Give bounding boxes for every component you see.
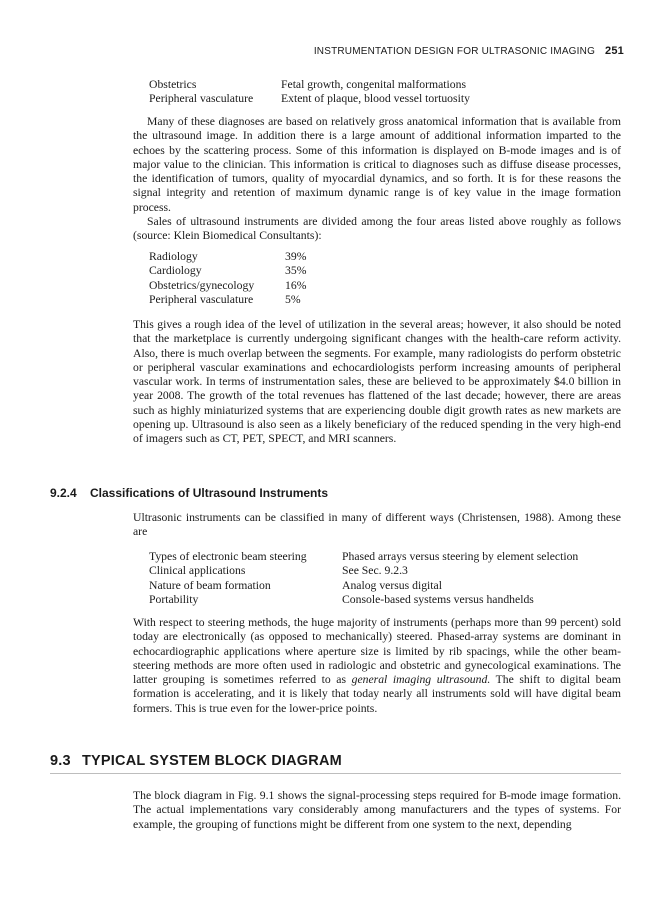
body-paragraphs-1 bbox=[133, 115, 621, 244]
class-type: Nature of beam formation bbox=[149, 578, 271, 592]
section-title: TYPICAL SYSTEM BLOCK DIAGRAM bbox=[82, 753, 342, 769]
class-example: See Sec. 9.2.3 bbox=[342, 564, 408, 578]
running-header bbox=[314, 45, 624, 57]
body-paragraphs-3 bbox=[133, 511, 621, 540]
sales-share: 39% bbox=[285, 250, 307, 263]
sales-share: 16% bbox=[285, 278, 307, 292]
class-example: Phased arrays versus steering by element selection bbox=[342, 550, 579, 563]
paragraph: This gives a rough idea of the level of utilization in the several areas; however, it also should be noted that the marketplace is currently undergoing significant changes with the health-care reform activity. Also, there is much overlap between the segments. For example, many radiologists do perform obstetric or peripheral vascular examinations and echocardiologists perform increasing amounts of peripheral vascular work. In terms of instrumentation sales, these are believed to be approximately $4.0 billion in year 2008. The growth of the total revenues has flattened of the last decade; however, there are areas such as highly miniaturized systems that are experiencing double digit growth rates as new markets are opening up. Ultrasound is also seen as a likely beneficiary of the reduced spending in the very high-end of imagers such as CT, PET, SPECT, and MRI scanners. bbox=[133, 318, 621, 446]
table-row bbox=[149, 279, 629, 293]
paragraph: Sales of ultrasound instruments are divided among the four areas listed above roughly as follows (source: Klein Biomedical Consultants): bbox=[133, 215, 621, 243]
table-row bbox=[149, 92, 629, 106]
running-title: INSTRUMENTATION DESIGN FOR ULTRASONIC IMAGING bbox=[313, 46, 596, 57]
applications-table bbox=[149, 78, 629, 107]
class-example: Analog versus digital bbox=[342, 578, 442, 592]
application-use: Extent of plaque, blood vessel tortuosity bbox=[281, 92, 470, 106]
section-heading-9-2-4 bbox=[50, 486, 328, 500]
sales-area: Peripheral vasculature bbox=[149, 292, 254, 306]
table-row bbox=[149, 250, 629, 264]
paragraph: The block diagram in Fig. 9.1 shows the signal-processing steps required for B-mode image formation. The actual implementations vary considerably among manufacturers and the types of systems. For example, the grouping of functions might be different from one system to the next, depending bbox=[133, 789, 621, 831]
italic-term: general imaging ultrasound. bbox=[351, 673, 491, 687]
body-paragraphs-5 bbox=[133, 789, 621, 832]
paragraph: Ultrasonic instruments can be classified in many of different ways (Christensen, 1988). Among these are bbox=[133, 511, 621, 539]
table-row bbox=[149, 593, 629, 607]
section-rule bbox=[50, 773, 621, 774]
body-paragraphs-2 bbox=[133, 318, 621, 447]
section-heading-9-3 bbox=[50, 753, 342, 769]
sales-area: Radiology bbox=[149, 250, 198, 263]
table-row bbox=[149, 579, 629, 593]
class-type: Portability bbox=[149, 592, 199, 606]
table-row bbox=[149, 550, 629, 564]
sales-area: Cardiology bbox=[149, 264, 202, 278]
table-row bbox=[149, 264, 629, 278]
sales-table bbox=[149, 250, 629, 307]
paragraph: Many of these diagnoses are based on relatively gross anatomical information that is available from the ultrasound image. In addition there is a large amount of additional information imparted to the echoes by the scattering process. Some of this information is displayed on B-mode images and is of major value to the clinician. This information is critical to diagnoses such as diffuse disease processes, the identification of tumors, quality of myocardial dynamics, and so forth. It is for these reasons the signal integrity and retention of maximum dynamic range is of key value in the image formation process. bbox=[133, 115, 621, 214]
class-type: Clinical applications bbox=[149, 564, 246, 578]
paragraph-text: With respect to steering methods, the huge majority of instruments (perhaps more than 99 percent) sold today are electronically (as opposed to mechanically) steered. Phased-array systems are dominant in echocardiographic applications where aperture size is limited by rib spacings, while the other beam-steering methods are more often used in radiologic and obstetric and gynecological examinations. The latter grouping is sometimes referred to as bbox=[133, 616, 621, 687]
section-number: 9.3 bbox=[50, 753, 71, 769]
paragraph bbox=[133, 616, 621, 716]
body-paragraphs-4 bbox=[133, 616, 621, 716]
section-number: 9.2.4 bbox=[50, 486, 77, 500]
application-use: Fetal growth, congenital malformations bbox=[281, 78, 467, 91]
page-number: 251 bbox=[605, 45, 624, 57]
section-title: Classifications of Ultrasound Instruments bbox=[90, 486, 329, 500]
sales-share: 35% bbox=[285, 264, 307, 278]
table-row bbox=[149, 78, 629, 92]
table-row bbox=[149, 564, 629, 578]
paragraph-text: The shift to digital beam formation is accelerating, and it is likely that today nearly all instruments sold will have digital beam formers. This is true even for the lower-price points. bbox=[133, 673, 621, 715]
application-area: Peripheral vasculature bbox=[149, 92, 254, 106]
class-type: Types of electronic beam steering bbox=[149, 550, 307, 563]
sales-area: Obstetrics/gynecology bbox=[149, 278, 255, 292]
classification-table bbox=[149, 550, 629, 607]
sales-share: 5% bbox=[285, 292, 301, 306]
table-row bbox=[149, 293, 629, 307]
class-example: Console-based systems versus handhelds bbox=[342, 592, 534, 606]
application-area: Obstetrics bbox=[149, 78, 197, 91]
